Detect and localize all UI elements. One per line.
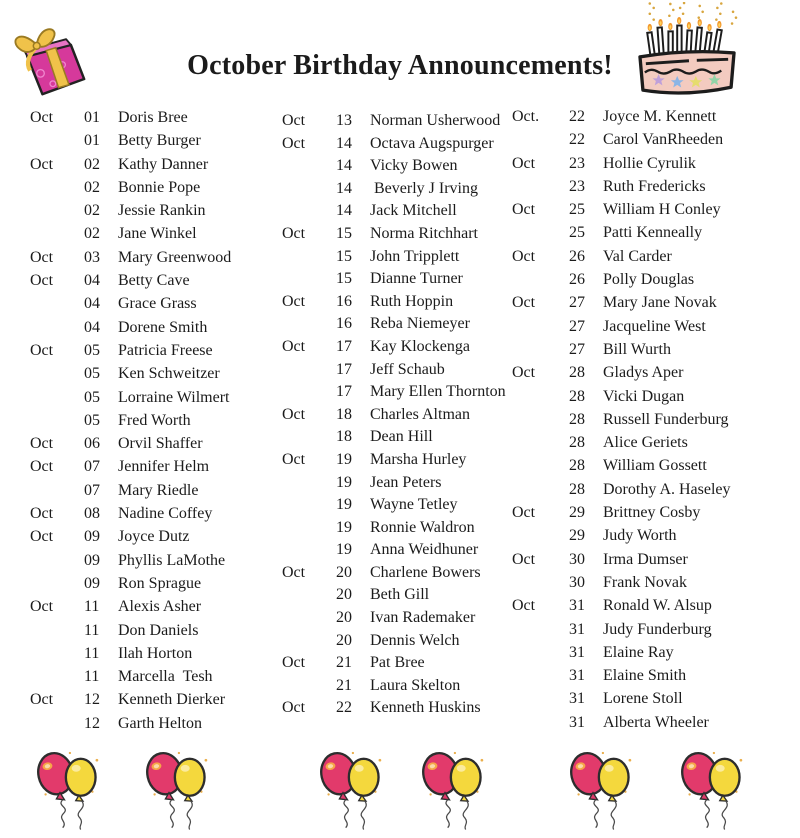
- name-cell: Charlene Bowers: [370, 563, 481, 581]
- birthday-row: [282, 268, 532, 291]
- birthday-row: [282, 697, 532, 720]
- name-cell: William H Conley: [603, 201, 721, 219]
- birthday-row: [282, 200, 532, 223]
- month-cell: Oct: [30, 248, 54, 266]
- birthday-row: [30, 292, 280, 315]
- name-cell: Jacqueline West: [603, 317, 706, 335]
- name-cell: Lorene Stoll: [603, 690, 683, 708]
- day-cell: 31: [569, 667, 585, 685]
- birthday-column-2: [282, 110, 532, 720]
- birthday-row: [512, 594, 800, 617]
- birthday-row: [30, 642, 280, 665]
- day-cell: 29: [569, 527, 585, 545]
- birthday-row: [282, 562, 532, 585]
- name-cell: Patricia Freese: [118, 341, 213, 359]
- birthday-row: [512, 408, 800, 431]
- day-cell: 04: [84, 295, 100, 313]
- name-cell: Kay Klockenga: [370, 337, 470, 355]
- day-cell: 13: [336, 112, 352, 129]
- birthday-row: [30, 269, 280, 292]
- birthday-row: [30, 339, 280, 362]
- name-cell: Phyllis LaMothe: [118, 551, 226, 569]
- birthday-row: [282, 178, 532, 201]
- name-cell: Dorothy A. Haseley: [603, 480, 731, 498]
- day-cell: 04: [84, 318, 100, 336]
- birthday-row: [30, 316, 280, 339]
- name-cell: Norman Usherwood: [370, 112, 501, 129]
- day-cell: 20: [336, 631, 352, 649]
- name-cell: Judy Funderburg: [603, 620, 712, 638]
- day-cell: 26: [569, 247, 585, 265]
- birthday-row: [30, 595, 280, 618]
- name-cell: Jane Winkel: [118, 225, 197, 243]
- name-cell: Ronald W. Alsup: [603, 597, 712, 615]
- birthday-row: [512, 198, 800, 221]
- day-cell: 05: [84, 365, 100, 383]
- name-cell: Val Carder: [603, 247, 672, 265]
- name-cell: Betty Cave: [118, 272, 190, 290]
- birthday-row: [30, 712, 280, 735]
- name-cell: Alberta Wheeler: [603, 713, 709, 731]
- day-cell: 08: [84, 505, 100, 523]
- day-cell: 27: [569, 317, 585, 335]
- month-cell: Oct: [30, 272, 54, 290]
- day-cell: 25: [569, 201, 585, 219]
- month-cell: Oct: [30, 505, 54, 523]
- day-cell: 28: [569, 480, 585, 498]
- day-cell: 14: [336, 157, 352, 175]
- name-cell: Marcella Tesh: [118, 668, 213, 686]
- day-cell: 14: [336, 202, 352, 220]
- birthday-row: [512, 524, 800, 547]
- birthday-row: [512, 641, 800, 664]
- day-cell: 19: [336, 450, 352, 468]
- birthday-row: [512, 221, 800, 244]
- birthday-row: [282, 517, 532, 540]
- name-cell: Ilah Horton: [118, 644, 193, 662]
- day-cell: 09: [84, 528, 100, 546]
- birthday-row: [282, 675, 532, 698]
- birthday-row: [282, 359, 532, 382]
- birthday-row: [282, 494, 532, 517]
- birthday-row: [282, 313, 532, 336]
- birthday-row: [512, 361, 800, 384]
- month-cell: Oct.: [512, 108, 540, 125]
- day-cell: 09: [84, 551, 100, 569]
- name-cell: Grace Grass: [118, 295, 197, 313]
- month-cell: Oct: [282, 337, 306, 355]
- birthday-row: [282, 133, 532, 156]
- name-cell: William Gossett: [603, 457, 707, 475]
- birthday-row: [282, 630, 532, 653]
- birthday-row: [282, 426, 532, 449]
- birthday-row: [282, 652, 532, 675]
- day-cell: 23: [569, 154, 585, 172]
- birthday-row: [30, 153, 280, 176]
- birthday-row: [282, 584, 532, 607]
- birthday-row: [512, 478, 800, 501]
- name-cell: Jessie Rankin: [118, 202, 206, 220]
- birthday-row: [282, 404, 532, 427]
- name-cell: Marsha Hurley: [370, 450, 467, 468]
- day-cell: 17: [336, 383, 352, 401]
- month-cell: Oct: [30, 528, 54, 546]
- name-cell: Kenneth Dierker: [118, 691, 226, 709]
- name-cell: Ruth Hoppin: [370, 292, 454, 310]
- birthday-row: [30, 572, 280, 595]
- name-cell: Beth Gill: [370, 586, 430, 604]
- name-cell: Pat Bree: [370, 654, 425, 672]
- day-cell: 22: [569, 108, 585, 125]
- month-cell: Oct: [282, 450, 306, 468]
- name-cell: Beverly J Irving: [370, 179, 478, 197]
- name-cell: Ivan Rademaker: [370, 609, 476, 627]
- day-cell: 12: [84, 691, 100, 709]
- name-cell: Joyce Dutz: [118, 528, 190, 546]
- name-cell: Dennis Welch: [370, 631, 460, 649]
- name-cell: Reba Niemeyer: [370, 315, 470, 333]
- month-cell: Oct: [30, 435, 54, 453]
- name-cell: Charles Altman: [370, 405, 470, 423]
- name-cell: Gladys Aper: [603, 364, 684, 382]
- day-cell: 03: [84, 248, 100, 266]
- name-cell: Bill Wurth: [603, 340, 671, 358]
- month-cell: Oct: [30, 458, 54, 476]
- birthday-column-1: [30, 106, 280, 735]
- name-cell: Wayne Tetley: [370, 496, 458, 514]
- month-cell: Oct: [512, 201, 536, 219]
- birthday-row: [282, 381, 532, 404]
- name-cell: Betty Burger: [118, 132, 201, 150]
- day-cell: 18: [336, 428, 352, 446]
- name-cell: Vicki Dugan: [603, 387, 685, 405]
- name-cell: Elaine Smith: [603, 667, 687, 685]
- name-cell: Garth Helton: [118, 714, 202, 732]
- birthday-row: [512, 268, 800, 291]
- day-cell: 26: [569, 271, 585, 289]
- name-cell: Alexis Asher: [118, 598, 202, 616]
- day-cell: 02: [84, 202, 100, 220]
- month-cell: Oct: [30, 598, 54, 616]
- day-cell: 09: [84, 574, 100, 592]
- day-cell: 30: [569, 573, 585, 591]
- birthday-row: [512, 454, 800, 477]
- month-cell: Oct: [282, 224, 306, 242]
- birthday-row: [30, 432, 280, 455]
- month-cell: Oct: [512, 364, 536, 382]
- day-cell: 12: [84, 714, 100, 732]
- day-cell: 27: [569, 340, 585, 358]
- day-cell: 06: [84, 435, 100, 453]
- day-cell: 07: [84, 458, 100, 476]
- day-cell: 20: [336, 609, 352, 627]
- month-cell: Oct: [512, 504, 536, 522]
- name-cell: Dianne Turner: [370, 270, 463, 288]
- day-cell: 11: [84, 621, 100, 639]
- day-cell: 11: [84, 598, 100, 616]
- name-cell: Bonnie Pope: [118, 178, 201, 196]
- month-cell: Oct: [512, 550, 536, 568]
- name-cell: Ruth Fredericks: [603, 177, 706, 195]
- day-cell: 20: [336, 563, 352, 581]
- day-cell: 28: [569, 387, 585, 405]
- day-cell: 02: [84, 155, 100, 173]
- month-cell: Oct: [30, 691, 54, 709]
- day-cell: 28: [569, 364, 585, 382]
- birthday-row: [30, 479, 280, 502]
- name-cell: Ronnie Waldron: [370, 518, 475, 536]
- birthday-row: [512, 548, 800, 571]
- month-cell: Oct: [282, 292, 306, 310]
- day-cell: 05: [84, 411, 100, 429]
- day-cell: 17: [336, 337, 352, 355]
- name-cell: Nadine Coffey: [118, 505, 213, 523]
- day-cell: 22: [336, 699, 352, 717]
- birthday-row: [30, 409, 280, 432]
- birthday-row: [30, 502, 280, 525]
- birthday-row: [282, 223, 532, 246]
- month-cell: Oct: [282, 134, 306, 152]
- name-cell: Fred Worth: [118, 411, 191, 429]
- birthday-row: [30, 129, 280, 152]
- name-cell: Mary Ellen Thornton: [370, 383, 506, 401]
- name-cell: Carol VanRheeden: [603, 131, 724, 149]
- name-cell: Russell Funderburg: [603, 410, 729, 428]
- day-cell: 28: [569, 457, 585, 475]
- birthday-row: [512, 128, 800, 151]
- day-cell: 27: [569, 294, 585, 312]
- day-cell: 31: [569, 713, 585, 731]
- balloons-icon: [418, 746, 490, 832]
- name-cell: Dorene Smith: [118, 318, 208, 336]
- balloons-icon: [566, 746, 638, 832]
- birthday-row: [282, 472, 532, 495]
- page-title: October Birthday Announcements!: [187, 50, 613, 81]
- day-cell: 19: [336, 473, 352, 491]
- month-cell: Oct: [30, 109, 54, 126]
- day-cell: 01: [84, 132, 100, 150]
- name-cell: Dean Hill: [370, 428, 433, 446]
- birthday-row: [512, 315, 800, 338]
- name-cell: John Tripplett: [370, 247, 460, 265]
- day-cell: 05: [84, 341, 100, 359]
- birthday-row: [30, 386, 280, 409]
- birthday-row: [30, 199, 280, 222]
- day-cell: 22: [569, 131, 585, 149]
- day-cell: 31: [569, 597, 585, 615]
- birthday-row: [30, 222, 280, 245]
- name-cell: Don Daniels: [118, 621, 199, 639]
- birthday-row: [282, 291, 532, 314]
- balloons-icon: [33, 746, 105, 832]
- day-cell: 07: [84, 481, 100, 499]
- name-cell: Brittney Cosby: [603, 504, 701, 522]
- day-cell: 19: [336, 518, 352, 536]
- day-cell: 04: [84, 272, 100, 290]
- name-cell: Joyce M. Kennett: [603, 108, 717, 125]
- month-cell: Oct: [512, 154, 536, 172]
- birthday-cake-icon: [626, 2, 748, 98]
- name-cell: Kenneth Huskins: [370, 699, 481, 717]
- day-cell: 14: [336, 134, 352, 152]
- name-cell: Lorraine Wilmert: [118, 388, 230, 406]
- day-cell: 16: [336, 315, 352, 333]
- balloons-icon: [142, 746, 214, 832]
- day-cell: 29: [569, 504, 585, 522]
- month-cell: Oct: [282, 654, 306, 672]
- name-cell: Octava Augspurger: [370, 134, 494, 152]
- name-cell: Jennifer Helm: [118, 458, 210, 476]
- day-cell: 18: [336, 405, 352, 423]
- name-cell: Jeff Schaub: [370, 360, 445, 378]
- day-cell: 23: [569, 177, 585, 195]
- name-cell: Doris Bree: [118, 109, 188, 126]
- month-cell: Oct: [30, 341, 54, 359]
- name-cell: Hollie Cyrulik: [603, 154, 696, 172]
- month-cell: Oct: [282, 563, 306, 581]
- birthday-row: [512, 245, 800, 268]
- day-cell: 11: [84, 668, 100, 686]
- birthday-row: [30, 362, 280, 385]
- month-cell: Oct: [282, 112, 306, 129]
- day-cell: 16: [336, 292, 352, 310]
- name-cell: Mary Greenwood: [118, 248, 232, 266]
- day-cell: 28: [569, 410, 585, 428]
- birthday-row: [512, 431, 800, 454]
- day-cell: 15: [336, 247, 352, 265]
- birthday-row: [512, 338, 800, 361]
- name-cell: Mary Riedle: [118, 481, 199, 499]
- name-cell: Patti Kenneally: [603, 224, 703, 242]
- day-cell: 31: [569, 620, 585, 638]
- birthday-row: [282, 449, 532, 472]
- name-cell: Mary Jane Novak: [603, 294, 717, 312]
- name-cell: Kathy Danner: [118, 155, 209, 173]
- birthday-column-3: [512, 105, 800, 734]
- birthday-row: [30, 455, 280, 478]
- day-cell: 25: [569, 224, 585, 242]
- day-cell: 30: [569, 550, 585, 568]
- day-cell: 02: [84, 178, 100, 196]
- day-cell: 11: [84, 644, 100, 662]
- month-cell: Oct: [282, 405, 306, 423]
- birthday-row: [30, 549, 280, 572]
- month-cell: Oct: [512, 247, 536, 265]
- birthday-row: [30, 665, 280, 688]
- birthday-row: [282, 539, 532, 562]
- day-cell: 15: [336, 270, 352, 288]
- month-cell: Oct: [282, 699, 306, 717]
- day-cell: 31: [569, 690, 585, 708]
- birthday-row: [512, 152, 800, 175]
- birthday-row: [512, 501, 800, 524]
- day-cell: 15: [336, 224, 352, 242]
- birthday-row: [30, 176, 280, 199]
- day-cell: 05: [84, 388, 100, 406]
- day-cell: 31: [569, 643, 585, 661]
- name-cell: Norma Ritchhart: [370, 224, 478, 242]
- day-cell: 14: [336, 179, 352, 197]
- name-cell: Frank Novak: [603, 573, 687, 591]
- birthday-row: [282, 246, 532, 269]
- name-cell: Laura Skelton: [370, 676, 461, 694]
- birthday-row: [282, 155, 532, 178]
- day-cell: 20: [336, 586, 352, 604]
- birthday-row: [30, 246, 280, 269]
- day-cell: 01: [84, 109, 100, 126]
- name-cell: Vicky Bowen: [370, 157, 458, 175]
- birthday-row: [282, 607, 532, 630]
- birthday-row: [30, 106, 280, 129]
- birthday-row: [282, 336, 532, 359]
- birthday-row: [512, 571, 800, 594]
- birthday-row: [512, 105, 800, 128]
- month-cell: Oct: [30, 155, 54, 173]
- name-cell: Ken Schweitzer: [118, 365, 220, 383]
- birthday-row: [512, 711, 800, 734]
- name-cell: Anna Weidhuner: [370, 541, 479, 559]
- day-cell: 17: [336, 360, 352, 378]
- name-cell: Alice Geriets: [603, 434, 688, 452]
- day-cell: 19: [336, 541, 352, 559]
- month-cell: Oct: [512, 294, 536, 312]
- name-cell: Judy Worth: [603, 527, 677, 545]
- birthday-row: [512, 664, 800, 687]
- name-cell: Orvil Shaffer: [118, 435, 203, 453]
- day-cell: 21: [336, 676, 352, 694]
- day-cell: 02: [84, 225, 100, 243]
- month-cell: Oct: [512, 597, 536, 615]
- name-cell: Ron Sprague: [118, 574, 202, 592]
- birthday-row: [512, 385, 800, 408]
- name-cell: Elaine Ray: [603, 643, 674, 661]
- birthday-row: [512, 687, 800, 710]
- birthday-row: [30, 525, 280, 548]
- name-cell: Irma Dumser: [603, 550, 688, 568]
- birthday-row: [30, 688, 280, 711]
- day-cell: 28: [569, 434, 585, 452]
- birthday-row: [512, 291, 800, 314]
- balloons-icon: [316, 746, 388, 832]
- birthday-row: [512, 618, 800, 641]
- birthday-row: [282, 110, 532, 133]
- name-cell: Polly Douglas: [603, 271, 695, 289]
- balloons-icon: [677, 746, 749, 832]
- day-cell: 21: [336, 654, 352, 672]
- name-cell: Jack Mitchell: [370, 202, 457, 220]
- day-cell: 19: [336, 496, 352, 514]
- birthday-row: [512, 175, 800, 198]
- name-cell: Jean Peters: [370, 473, 442, 491]
- birthday-row: [30, 619, 280, 642]
